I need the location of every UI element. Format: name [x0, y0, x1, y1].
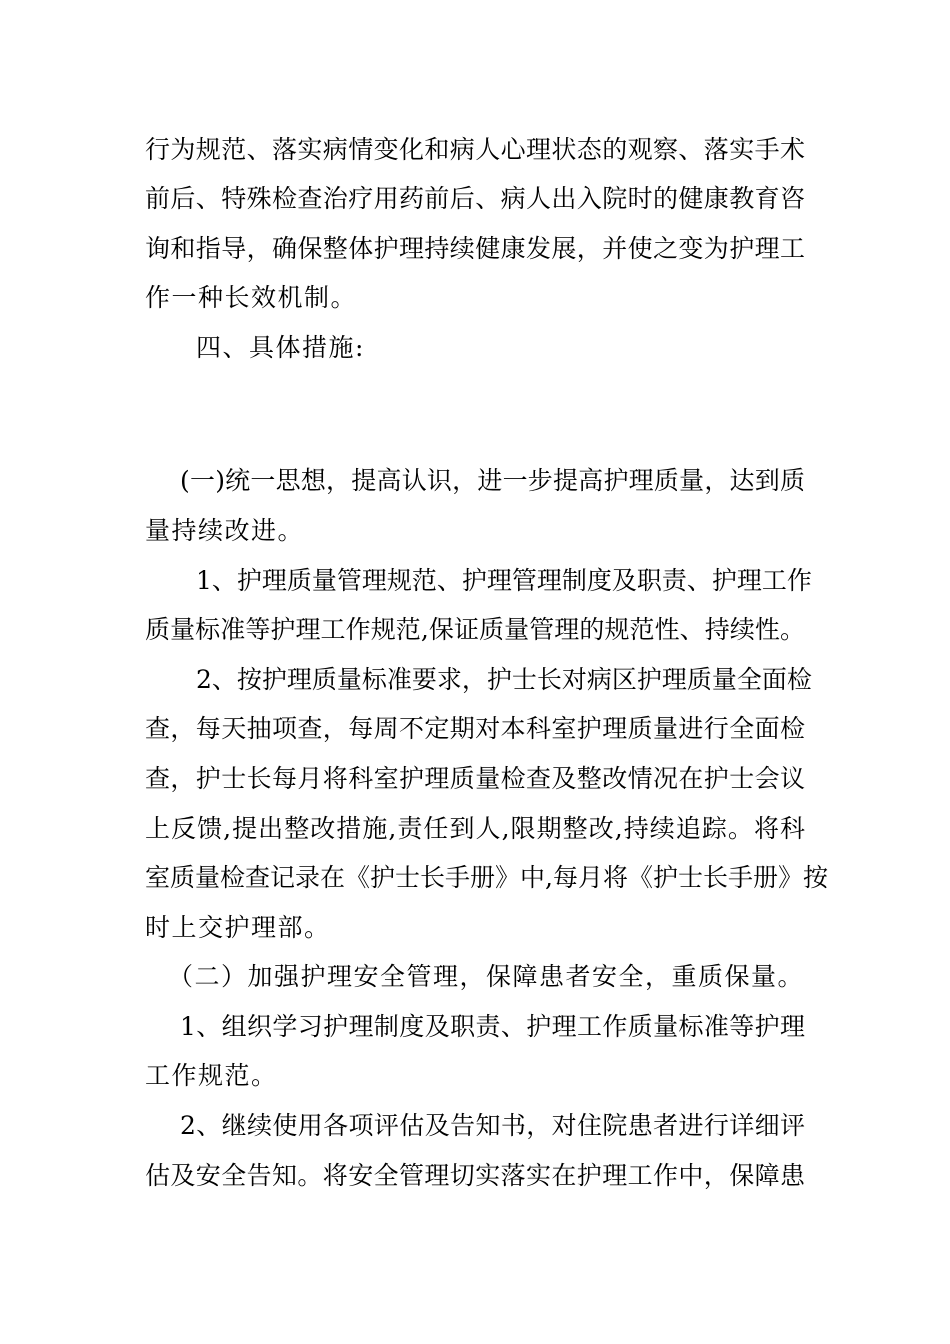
paragraph-line: 作一种长效机制。: [145, 283, 358, 312]
list-item-line: 查，每天抽项查，每周不定期对本科室护理质量进行全面检: [145, 714, 805, 743]
subsection-heading: (一)统一思想，提高认识，进一步提高护理质量，达到质: [180, 466, 805, 495]
list-item-line: 质量标准等护理工作规范,保证质量管理的规范性、持续性。: [145, 615, 805, 644]
paragraph-line: 询和指导，确保整体护理持续健康发展，并使之变为护理工: [145, 234, 805, 263]
list-item-line: 2、继续使用各项评估及告知书，对住院患者进行详细评: [180, 1111, 805, 1140]
list-item-line: 1、护理质量管理规范、护理管理制度及职责、护理工作: [196, 566, 812, 595]
section-heading: 四、具体措施:: [196, 333, 365, 362]
list-item-line: 估及安全告知。将安全管理切实落实在护理工作中，保障患: [145, 1161, 805, 1190]
list-item-line: 工作规范。: [145, 1061, 278, 1090]
paragraph-line: 量持续改进。: [145, 516, 305, 545]
list-item-line: 1、组织学习护理制度及职责、护理工作质量标准等护理: [180, 1012, 805, 1041]
list-item-line: 室质量检查记录在《护士长手册》中,每月将《护士长手册》按: [145, 863, 828, 892]
paragraph-line: 行为规范、落实病情变化和病人心理状态的观察、落实手术: [145, 135, 805, 164]
list-item-line: 上反馈,提出整改措施,责任到人,限期整改,持续追踪。将科: [145, 814, 805, 843]
paragraph-line: 前后、特殊检查治疗用药前后、病人出入院时的健康教育咨: [145, 184, 805, 213]
list-item-line: 2、按护理质量标准要求，护士长对病区护理质量全面检: [196, 665, 812, 694]
list-item-line: 时上交护理部。: [145, 913, 331, 942]
subsection-heading: （二）加强护理安全管理，保障患者安全，重质保量。: [168, 962, 805, 991]
list-item-line: 查，护士长每月将科室护理质量检查及整改情况在护士会议: [145, 764, 805, 793]
